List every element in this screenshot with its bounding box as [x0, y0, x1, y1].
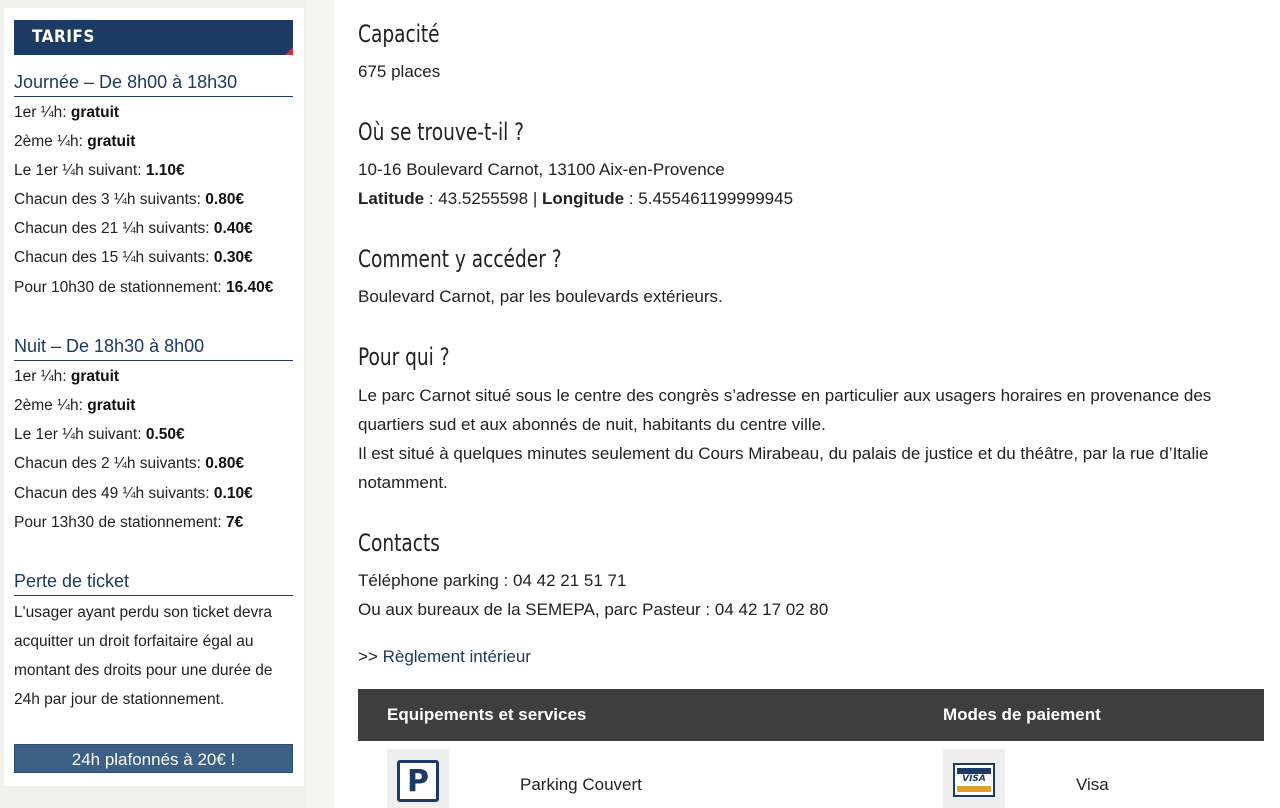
capacity-value: 675 places — [358, 62, 441, 81]
location-title: Où se trouve-t-il ? — [358, 118, 525, 146]
coordinates: Latitude : 43.5255598 | Longitude : 5.455461199999945 — [358, 189, 794, 208]
night-rate-row: 2ème ¼h: gratuit — [14, 397, 136, 414]
services-column-title: Equipements et services — [387, 705, 587, 724]
day-rates-title: Journée – De 8h00 à 18h30 — [14, 72, 293, 97]
audience-text: Le parc Carnot situé sous le centre des congrès s’adresse en particulier aux usagers horaires en provenance des quartiers sud et aux abonnés de nuit, habitants du centre ville. Il est situé à quelques minutes seulement du Cours Mirabeau, du palais de justice et du théâtre, par la rue d’Italie notamment. — [358, 386, 1212, 492]
night-rates-title: Nuit – De 18h30 à 8h00 — [14, 336, 293, 361]
contacts-title: Contacts — [358, 529, 440, 557]
tarifs-title: TARIFS — [32, 27, 95, 47]
access-text: Boulevard Carnot, par les boulevards extérieurs. — [358, 287, 723, 306]
rules-line: >> Règlement intérieur — [358, 647, 531, 666]
night-rate-row: Le 1er ¼h suivant: 0.50€ — [14, 426, 185, 443]
day-rate-row: Chacun des 3 ¼h suivants: 0.80€ — [14, 191, 245, 208]
night-rate-row: 1er ¼h: gratuit — [14, 368, 120, 385]
visa-icon-box — [943, 749, 1005, 808]
lost-ticket-text: L'usager ayant perdu son ticket devra acquitter un droit forfaitaire égal au montant des droits pour une durée de 24h par jour de stationnement. — [14, 604, 273, 708]
phone-office: Ou aux bureaux de la SEMEPA, parc Pasteur : 04 42 17 02 80 — [358, 600, 829, 619]
address: 10-16 Boulevard Carnot, 13100 Aix-en-Provence — [358, 160, 725, 179]
corner-accent — [285, 47, 293, 55]
payment-column-title: Modes de paiement — [943, 705, 1101, 724]
lost-ticket-title: Perte de ticket — [14, 571, 293, 596]
services-header — [358, 689, 1264, 741]
day-rate-row: Chacun des 15 ¼h suivants: 0.30€ — [14, 249, 253, 266]
visa-card-icon: VISA — [953, 763, 995, 797]
parking-icon-box — [387, 749, 449, 808]
payment-label: Visa — [1076, 775, 1109, 794]
day-rate-row: Pour 10h30 de stationnement: 16.40€ — [14, 279, 274, 296]
day-rate-row: Le 1er ¼h suivant: 1.10€ — [14, 162, 185, 179]
capacity-title: Capacité — [358, 20, 440, 48]
day-rate-row: 1er ¼h: gratuit — [14, 104, 120, 121]
day-rate-row: 2ème ¼h: gratuit — [14, 133, 136, 150]
tarifs-header — [14, 20, 293, 55]
night-rate-row: Chacun des 49 ¼h suivants: 0.10€ — [14, 485, 253, 502]
services-row — [358, 741, 1264, 808]
night-rate-row: Pour 13h30 de stationnement: 7€ — [14, 514, 244, 531]
rules-link[interactable]: Règlement intérieur — [382, 647, 531, 666]
phone-parking: Téléphone parking : 04 42 21 51 71 — [358, 571, 627, 590]
night-rate-row: Chacun des 2 ¼h suivants: 0.80€ — [14, 455, 245, 472]
service-label: Parking Couvert — [520, 775, 642, 794]
day-rate-row: Chacun des 21 ¼h suivants: 0.40€ — [14, 220, 253, 237]
audience-title: Pour qui ? — [358, 343, 450, 371]
parking-icon: P — [397, 760, 439, 802]
cap-banner: 24h plafonnés à 20€ ! — [14, 744, 293, 773]
access-title: Comment y accéder ? — [358, 245, 562, 273]
